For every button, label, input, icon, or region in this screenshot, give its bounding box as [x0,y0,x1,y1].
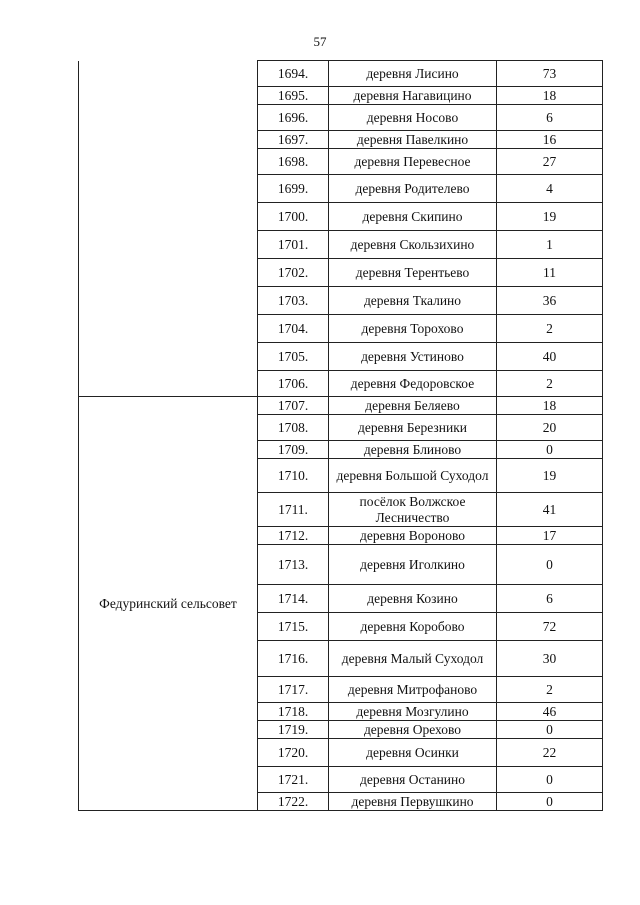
population-count-cell: 6 [497,585,603,613]
population-count-cell: 19 [497,203,603,231]
population-count-cell: 30 [497,641,603,677]
population-count-cell: 0 [497,793,603,811]
settlement-name-cell: деревня Первушкино [329,793,497,811]
row-number-cell: 1716. [258,641,329,677]
settlement-name-cell: деревня Родителево [329,175,497,203]
page-number: 57 [313,34,327,49]
population-count-cell: 11 [497,259,603,287]
settlement-name-cell: деревня Терентьево [329,259,497,287]
population-count-cell: 0 [497,767,603,793]
population-count-cell: 18 [497,397,603,415]
row-number-cell: 1696. [258,105,329,131]
population-count-cell: 18 [497,87,603,105]
population-count-cell: 6 [497,105,603,131]
row-number-cell: 1721. [258,767,329,793]
population-count-cell: 2 [497,315,603,343]
settlements-table-body [79,61,603,811]
population-count-cell: 0 [497,545,603,585]
population-count-cell: 27 [497,149,603,175]
row-number-cell: 1701. [258,231,329,259]
population-count-cell: 40 [497,343,603,371]
row-number-cell: 1698. [258,149,329,175]
population-count-cell: 73 [497,61,603,87]
settlement-name-cell: деревня Березники [329,415,497,441]
population-count-cell: 72 [497,613,603,641]
settlement-name-cell: деревня Скипино [329,203,497,231]
settlement-name-cell: деревня Ткалино [329,287,497,315]
row-number-cell: 1720. [258,739,329,767]
row-number-cell: 1694. [258,61,329,87]
settlement-name-cell: посёлок Волжское Лесничество [329,493,497,527]
population-count-cell: 46 [497,703,603,721]
population-count-cell: 16 [497,131,603,149]
table-row [79,397,603,415]
row-number-cell: 1713. [258,545,329,585]
row-number-cell: 1708. [258,415,329,441]
settlement-name-cell: деревня Торохово [329,315,497,343]
population-count-cell: 19 [497,459,603,493]
row-number-cell: 1709. [258,441,329,459]
row-number-cell: 1695. [258,87,329,105]
settlement-name-cell: деревня Осинки [329,739,497,767]
row-number-cell: 1714. [258,585,329,613]
settlement-name-cell: деревня Большой Суходол [329,459,497,493]
row-number-cell: 1705. [258,343,329,371]
settlement-name-cell: деревня Федоровское [329,371,497,397]
population-count-cell: 17 [497,527,603,545]
row-number-cell: 1703. [258,287,329,315]
settlement-name-cell: деревня Устиново [329,343,497,371]
population-count-cell: 36 [497,287,603,315]
row-number-cell: 1715. [258,613,329,641]
population-count-cell: 22 [497,739,603,767]
row-number-cell: 1710. [258,459,329,493]
settlements-table [78,60,603,811]
row-number-cell: 1700. [258,203,329,231]
settlement-name-cell: деревня Вороново [329,527,497,545]
row-number-cell: 1697. [258,131,329,149]
row-number-cell: 1711. [258,493,329,527]
row-number-cell: 1704. [258,315,329,343]
settlement-name-cell: деревня Козино [329,585,497,613]
settlement-name-cell: деревня Павелкино [329,131,497,149]
settlement-name-cell: деревня Носово [329,105,497,131]
settlement-name-cell: деревня Лисино [329,61,497,87]
row-number-cell: 1718. [258,703,329,721]
settlement-name-cell: деревня Малый Суходол [329,641,497,677]
settlement-name-cell: деревня Перевесное [329,149,497,175]
row-number-cell: 1722. [258,793,329,811]
district-name-cell: Федуринский сельсовет [79,397,258,811]
row-number-cell: 1699. [258,175,329,203]
population-count-cell: 0 [497,721,603,739]
row-number-cell: 1717. [258,677,329,703]
settlement-name-cell: деревня Мозгулино [329,703,497,721]
settlement-name-cell: деревня Митрофаново [329,677,497,703]
population-count-cell: 4 [497,175,603,203]
population-count-cell: 1 [497,231,603,259]
row-number-cell: 1702. [258,259,329,287]
settlement-name-cell: деревня Беляево [329,397,497,415]
settlement-name-cell: деревня Нагавицино [329,87,497,105]
settlement-name-cell: деревня Иголкино [329,545,497,585]
settlement-name-cell: деревня Останино [329,767,497,793]
row-number-cell: 1706. [258,371,329,397]
population-count-cell: 41 [497,493,603,527]
row-number-cell: 1712. [258,527,329,545]
district-name-cell [79,61,258,397]
population-count-cell: 2 [497,677,603,703]
row-number-cell: 1719. [258,721,329,739]
population-count-cell: 20 [497,415,603,441]
row-number-cell: 1707. [258,397,329,415]
settlement-name-cell: деревня Блиново [329,441,497,459]
population-count-cell: 0 [497,441,603,459]
settlement-name-cell: деревня Коробово [329,613,497,641]
settlement-name-cell: деревня Орехово [329,721,497,739]
population-count-cell: 2 [497,371,603,397]
table-row [79,61,603,87]
settlement-name-cell: деревня Скользихино [329,231,497,259]
